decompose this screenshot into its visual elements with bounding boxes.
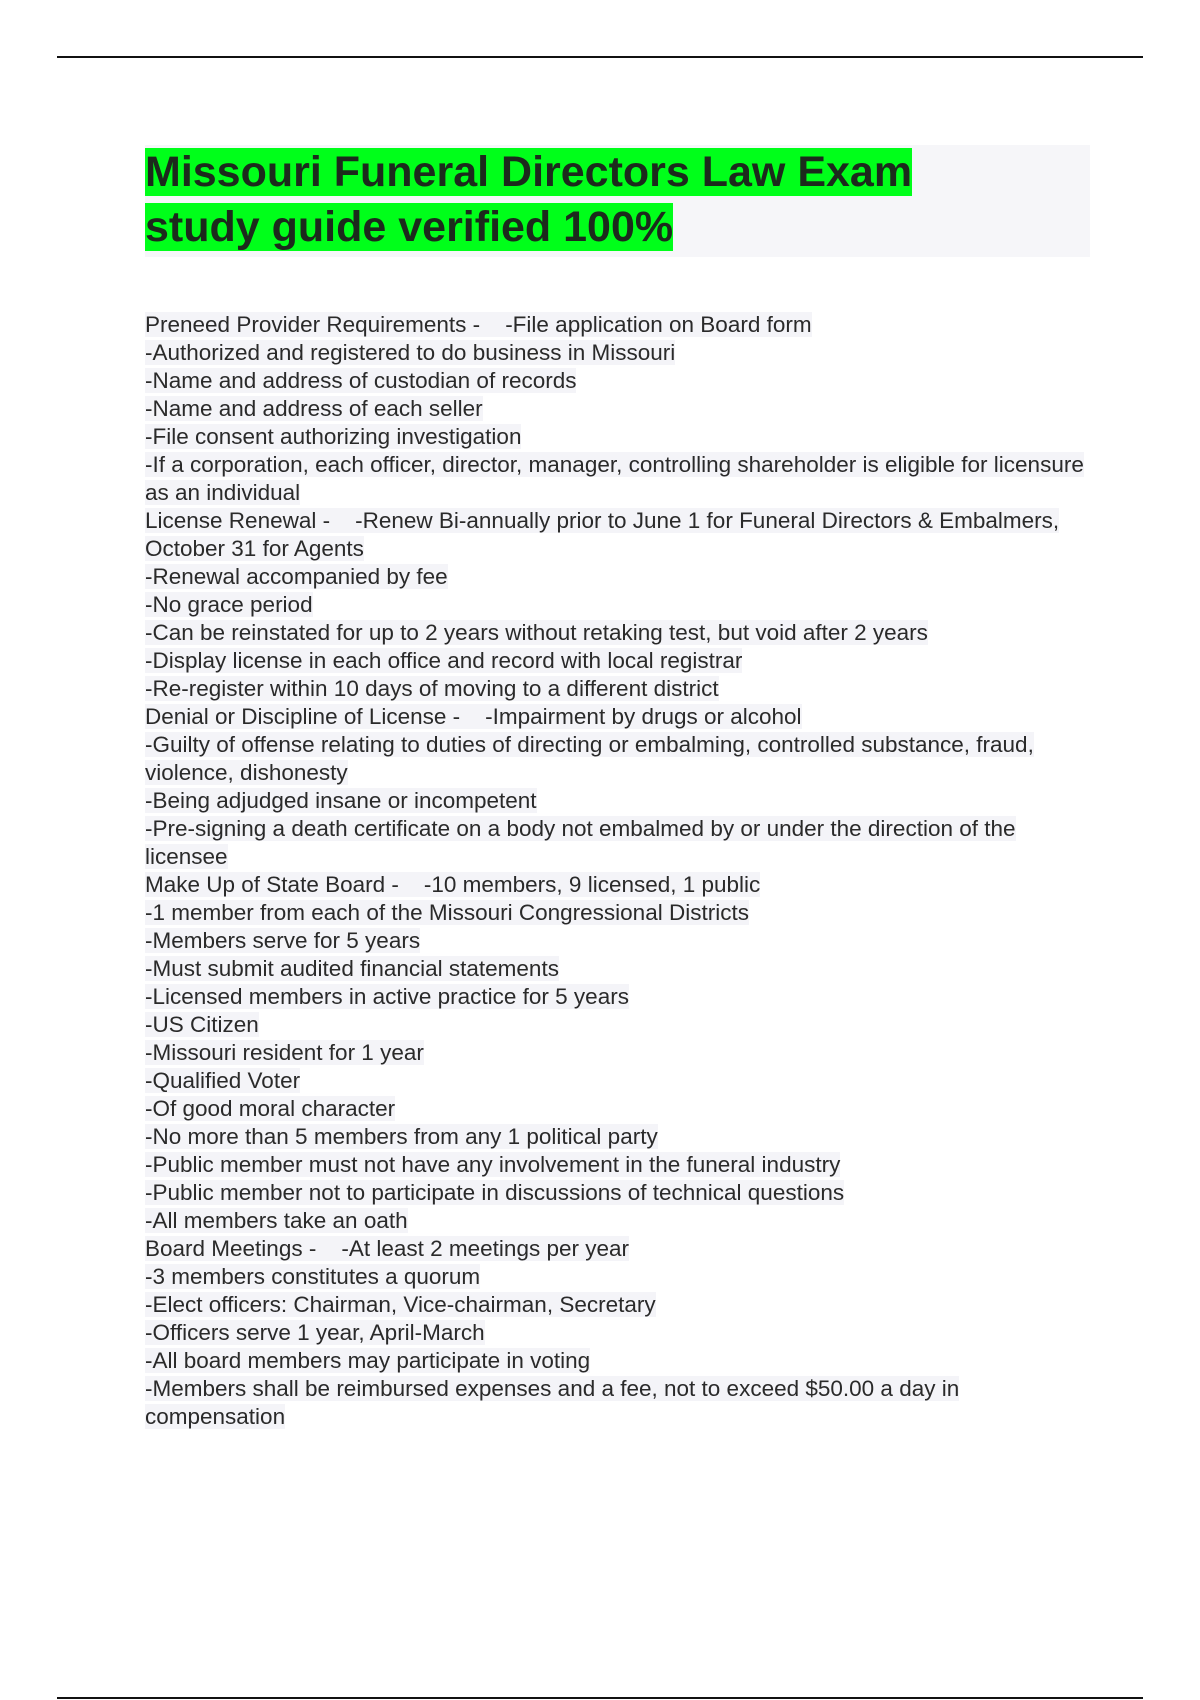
list-item: -All members take an oath <box>145 1208 408 1233</box>
list-item: -Public member must not have any involvement in the funeral industry <box>145 1152 841 1177</box>
section-heading-line <box>145 871 1095 899</box>
section-heading-line <box>145 703 1095 731</box>
list-item: -1 member from each of the Missouri Congressional Districts <box>145 900 749 925</box>
list-item: -All board members may participate in voting <box>145 1348 591 1373</box>
bottom-rule <box>57 1697 1143 1699</box>
section-first-item: -At least 2 meetings per year <box>341 1236 629 1261</box>
section-first-item: -Renew Bi-annually prior to June 1 for Funeral Directors & Embalmers, October 31 for Agents <box>145 508 1060 561</box>
section-first-item: -10 members, 9 licensed, 1 public <box>423 872 761 897</box>
document-title <box>145 145 1090 255</box>
list-item: -Authorized and registered to do business in Missouri <box>145 340 676 365</box>
section-term: Denial or Discipline of License - <box>145 704 461 729</box>
list-item: -Name and address of custodian of records <box>145 368 577 393</box>
list-item: -If a corporation, each officer, director, manager, controlling shareholder is eligible for licensure as an individual <box>145 452 1084 505</box>
list-item: -3 members constitutes a quorum <box>145 1264 481 1289</box>
list-item: -Renewal accompanied by fee <box>145 564 448 589</box>
list-item: -Name and address of each seller <box>145 396 483 421</box>
list-item: -Of good moral character <box>145 1096 396 1121</box>
section-heading-line <box>145 1235 1095 1263</box>
list-item: -Must submit audited financial statements <box>145 956 559 981</box>
section-heading-line <box>145 507 1095 563</box>
list-item: -Public member not to participate in discussions of technical questions <box>145 1180 845 1205</box>
list-item: -Guilty of offense relating to duties of directing or embalming, controlled substance, fraud, violence, dishonesty <box>145 732 1034 785</box>
list-item: -File consent authorizing investigation <box>145 424 522 449</box>
section-term: Make Up of State Board - <box>145 872 399 897</box>
document-body <box>145 311 1095 1431</box>
list-item: -Pre-signing a death certificate on a body not embalmed by or under the direction of the licensee <box>145 816 1016 869</box>
list-item: -No grace period <box>145 592 313 617</box>
section-term: License Renewal - <box>145 508 331 533</box>
section-term: Preneed Provider Requirements - <box>145 312 481 337</box>
list-item: -US Citizen <box>145 1012 259 1037</box>
title-block <box>145 145 1090 257</box>
section-heading-line <box>145 311 1095 339</box>
section-first-item: -File application on Board form <box>505 312 812 337</box>
list-item: -Members shall be reimbursed expenses and a fee, not to exceed $50.00 a day in compensation <box>145 1376 960 1429</box>
list-item: -Members serve for 5 years <box>145 928 421 953</box>
title-line-2: study guide verified 100% <box>145 203 674 251</box>
list-item: -Officers serve 1 year, April-March <box>145 1320 485 1345</box>
list-item: -Re-register within 10 days of moving to a different district <box>145 676 719 701</box>
list-item: -Qualified Voter <box>145 1068 301 1093</box>
list-item: -Elect officers: Chairman, Vice-chairman, Secretary <box>145 1292 656 1317</box>
list-item: -No more than 5 members from any 1 political party <box>145 1124 658 1149</box>
list-item: -Can be reinstated for up to 2 years without retaking test, but void after 2 years <box>145 620 928 645</box>
list-item: -Being adjudged insane or incompetent <box>145 788 537 813</box>
section-term: Board Meetings - <box>145 1236 317 1261</box>
section-first-item: -Impairment by drugs or alcohol <box>485 704 802 729</box>
title-line-1: Missouri Funeral Directors Law Exam <box>145 148 913 196</box>
list-item: -Licensed members in active practice for 5 years <box>145 984 629 1009</box>
top-rule <box>57 56 1143 58</box>
list-item: -Display license in each office and record with local registrar <box>145 648 743 673</box>
list-item: -Missouri resident for 1 year <box>145 1040 424 1065</box>
